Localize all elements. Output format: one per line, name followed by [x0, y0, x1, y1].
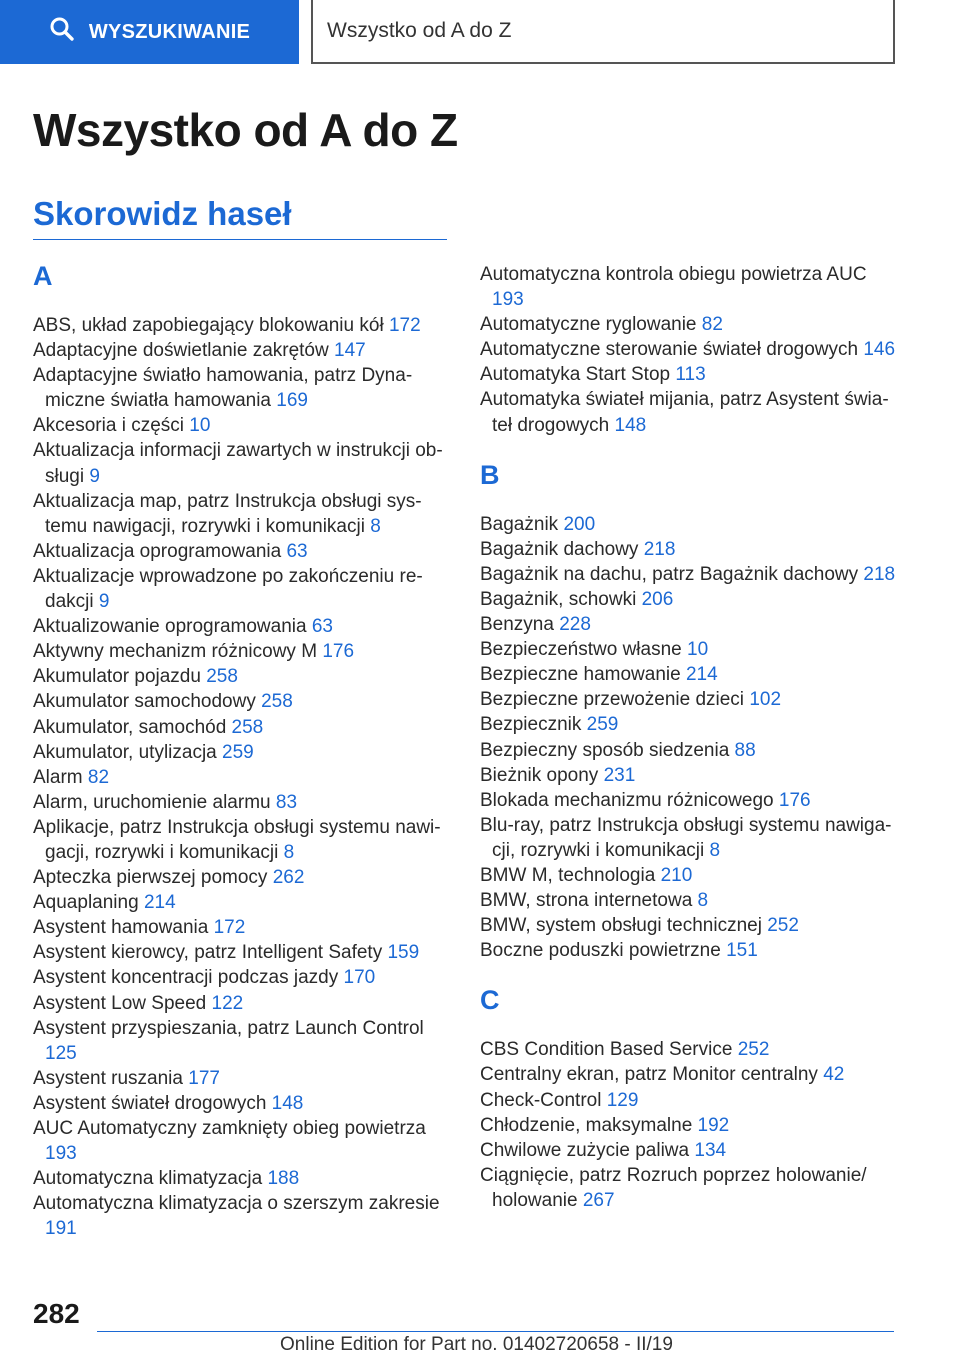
index-page-link[interactable]: 214	[143, 892, 176, 914]
index-page-link[interactable]: 193	[492, 289, 524, 311]
index-page-link[interactable]: 125	[45, 1042, 77, 1064]
index-entry	[33, 815, 447, 865]
index-page-link[interactable]: 177	[188, 1067, 220, 1089]
index-entry-text: Automatyczne sterowanie świateł drogowych	[480, 339, 859, 361]
index-entry-text: Adaptacyjne światło hamowania, patrz Dynamiczne światła hamowania	[33, 365, 413, 412]
index-entry-text: Chwilowe zużycie paliwa	[480, 1139, 690, 1161]
search-button-label: WYSZUKIWANIE	[88, 20, 251, 43]
index-page-link[interactable]: 258	[206, 666, 238, 688]
index-entry-text: CBS Condition Based Service	[480, 1039, 733, 1061]
index-page-link[interactable]: 188	[267, 1168, 300, 1190]
index-entry	[33, 715, 447, 740]
index-page-link[interactable]: 192	[697, 1114, 730, 1136]
index-entry-text: Benzyna	[480, 614, 554, 636]
index-entry-text: ABS, układ zapobiegający blokowaniu kół	[33, 315, 384, 336]
index-letter-a: A	[33, 261, 53, 291]
index-entry-text: Akumulator, utylizacja	[33, 741, 217, 763]
index-page-link[interactable]: 191	[45, 1218, 77, 1240]
index-page-link[interactable]: 88	[734, 739, 756, 761]
index-entry	[33, 1066, 447, 1091]
index-column-left	[33, 262, 447, 1241]
index-entry	[480, 362, 900, 387]
index-entry	[480, 262, 900, 312]
index-page-link[interactable]: 252	[767, 915, 799, 937]
index-page-link[interactable]: 9	[98, 591, 110, 613]
index-letter-c: C	[480, 985, 500, 1016]
index-entry	[33, 313, 447, 338]
index-page-link[interactable]: 200	[563, 513, 596, 535]
index-entry	[33, 765, 447, 790]
index-page-link[interactable]: 102	[749, 689, 782, 711]
index-page-link[interactable]: 63	[311, 616, 333, 638]
index-entry	[480, 863, 900, 888]
index-page-link[interactable]: 151	[726, 940, 758, 962]
top-bar	[0, 0, 960, 66]
index-entry	[480, 587, 900, 612]
index-entry	[33, 664, 447, 689]
index-page-link[interactable]: 258	[231, 716, 264, 738]
index-entry	[480, 1138, 900, 1163]
index-entry	[480, 1113, 900, 1138]
index-page-link[interactable]: 113	[675, 364, 706, 386]
index-entry-text: Bezpieczne hamowanie	[480, 664, 681, 686]
index-page-link[interactable]: 170	[343, 967, 376, 989]
index-entry-text: Asystent Low Speed	[33, 992, 207, 1014]
index-entry-text: Bagażnik, schowki	[480, 588, 637, 610]
index-page-link[interactable]: 134	[694, 1139, 727, 1161]
index-entry-text: Automatyczne ryglowanie	[480, 314, 697, 336]
index-entry-text: Akcesoria i części	[33, 415, 184, 437]
index-entry	[480, 738, 900, 763]
index-entry-text: Centralny ekran, patrz Monitor centralny	[480, 1064, 818, 1086]
index-entry	[33, 1016, 447, 1066]
index-entry-text: Aktualizowanie oprogramowania	[33, 616, 307, 638]
index-entry-text: Bezpieczeństwo własne	[480, 639, 682, 661]
index-entry	[480, 637, 900, 662]
index-page-link[interactable]: 8	[370, 515, 381, 537]
index-page-link[interactable]: 8	[283, 841, 295, 863]
index-entry-text: Ciągnięcie, patrz Rozruch poprzez holowanie/ holowanie	[480, 1164, 867, 1211]
index-entry-text: Bezpieczny sposób siedzenia	[480, 739, 730, 761]
index-page-link[interactable]: 267	[582, 1189, 615, 1211]
section-divider	[33, 239, 447, 240]
index-entry	[480, 612, 900, 637]
search-button[interactable]	[0, 0, 299, 64]
index-entry-text: Aktualizacje wprowadzone po zakończeniu redakcji	[33, 565, 423, 613]
index-page-link[interactable]: 231	[603, 764, 636, 786]
page-number: 282	[33, 1298, 80, 1329]
index-page-link[interactable]: 82	[701, 314, 723, 336]
index-page-link[interactable]: 122	[211, 992, 244, 1014]
index-page-link[interactable]: 129	[606, 1089, 639, 1111]
index-entry	[480, 687, 900, 712]
index-entry	[33, 1116, 447, 1166]
index-page-link[interactable]: 147	[334, 340, 366, 362]
index-entry-text: Akumulator, samochód	[33, 716, 227, 738]
index-entry	[33, 363, 447, 413]
index-entry	[480, 537, 900, 562]
index-entry-text: Boczne poduszki powietrzne	[480, 940, 721, 962]
index-page-link[interactable]: 262	[272, 867, 305, 889]
index-entry	[33, 940, 447, 965]
index-entry	[33, 539, 447, 564]
index-entry-text: Bieżnik opony	[480, 764, 599, 786]
index-page-link[interactable]: 210	[660, 864, 693, 886]
index-entry-text: AUC Automatyczny zamknięty obieg powietrza	[33, 1118, 426, 1139]
index-page-link[interactable]: 218	[643, 538, 676, 560]
index-entry-text: Bezpieczne przewożenie dzieci	[480, 689, 745, 711]
index-page-link[interactable]: 9	[89, 465, 100, 487]
index-entry-text: Alarm	[33, 766, 83, 788]
search-icon	[49, 16, 75, 48]
index-entry-text: Aquaplaning	[33, 892, 139, 914]
index-entry-text: Aktualizacja oprogramowania	[33, 540, 282, 562]
index-entry-text: Akumulator pojazdu	[33, 666, 201, 688]
index-entry-text: Chłodzenie, maksymalne	[480, 1114, 693, 1136]
index-page-link[interactable]: 172	[213, 917, 246, 939]
index-entry-text: Bagażnik dachowy	[480, 538, 639, 560]
index-entry	[480, 712, 900, 737]
breadcrumb[interactable]	[311, 0, 895, 64]
index-entry	[480, 1088, 900, 1113]
index-entry-text: BMW, strona internetowa	[480, 890, 693, 912]
index-letter-b: B	[480, 459, 500, 490]
index-entry	[480, 1163, 900, 1213]
index-entry	[480, 662, 900, 687]
index-entry	[33, 338, 447, 363]
index-entry	[480, 938, 900, 963]
index-entry-text: Aktualizacja map, patrz Instrukcja obsługi systemu nawigacji, rozrywki i komunikacji	[33, 490, 422, 537]
index-entry-text: Alarm, uruchomienie alarmu	[33, 791, 271, 813]
index-page-link[interactable]: 10	[687, 639, 709, 661]
index-page-link[interactable]: 8	[697, 890, 709, 912]
index-entry	[480, 312, 900, 337]
index-entry	[480, 763, 900, 788]
index-entry-text: Automatyka Start Stop	[480, 364, 671, 386]
index-page-link[interactable]: 10	[189, 415, 211, 437]
section-title: Skorowidz haseł	[33, 195, 292, 232]
index-entry	[33, 790, 447, 815]
index-page-link[interactable]: 148	[614, 414, 647, 436]
index-entry	[33, 991, 447, 1016]
index-entry-text: Aktywny mechanizm różnicowy M	[33, 641, 318, 663]
index-page-link[interactable]: 176	[778, 789, 811, 811]
index-entry	[480, 913, 900, 938]
index-page-link[interactable]: 42	[823, 1064, 845, 1086]
index-page-link[interactable]: 169	[276, 390, 308, 412]
index-entry-text: Bagażnik	[480, 513, 559, 535]
breadcrumb-label: Wszystko od A do Z	[327, 19, 512, 42]
index-entry	[33, 1091, 447, 1116]
index-entry	[480, 512, 900, 537]
index-entry	[33, 614, 447, 639]
index-page-link[interactable]: 259	[586, 714, 619, 736]
index-entry	[33, 639, 447, 664]
index-entry	[33, 413, 447, 438]
index-entry-text: BMW, system obsługi technicznej	[480, 915, 762, 937]
index-page-link[interactable]: 193	[45, 1143, 77, 1165]
index-entry	[33, 438, 447, 488]
index-entry-text: Asystent kierowcy, patrz Intelligent Safety	[33, 942, 383, 964]
index-entry-text: Asystent ruszania	[33, 1067, 183, 1089]
index-entry-text: Asystent koncentracji podczas jazdy	[33, 967, 339, 989]
index-entry-text: Aktualizacja informacji zawartych w instrukcji obsługi	[33, 440, 443, 487]
index-entry-text: Bagażnik na dachu, patrz Bagażnik dachowy	[480, 563, 859, 585]
footer-divider	[97, 1331, 894, 1332]
index-entry	[480, 387, 900, 437]
index-page-link[interactable]: 218	[863, 563, 896, 585]
index-entry-text: Adaptacyjne doświetlanie zakrętów	[33, 340, 329, 362]
index-entry-text: Asystent przyspieszania, patrz Launch Control	[33, 1017, 424, 1039]
index-page-link[interactable]: 83	[275, 791, 298, 813]
index-page-link[interactable]: 258	[261, 691, 293, 713]
index-page-link[interactable]: 252	[737, 1039, 770, 1061]
index-entry	[33, 689, 447, 714]
index-page-link[interactable]: 8	[709, 839, 721, 861]
index-page-link[interactable]: 63	[286, 540, 308, 562]
index-entry-text: Automatyczna klimatyzacja o szerszym zakresie	[33, 1193, 440, 1215]
index-entry	[480, 1062, 900, 1087]
index-page-link[interactable]: 259	[222, 741, 254, 763]
index-entry-text: Automatyczna klimatyzacja	[33, 1168, 263, 1190]
index-entry-text: Apteczka pierwszej pomocy	[33, 867, 268, 889]
index-entry-text: Bezpiecznik	[480, 714, 582, 736]
index-entry	[480, 788, 900, 813]
index-page-link[interactable]: 82	[87, 766, 110, 788]
index-entry	[480, 888, 900, 913]
index-entry	[33, 890, 447, 915]
index-page-link[interactable]: 228	[559, 614, 591, 636]
index-page-link[interactable]: 148	[271, 1092, 304, 1114]
index-entry-text: Blokada mechanizmu różnicowego	[480, 789, 774, 811]
index-entry	[33, 564, 447, 614]
index-entry-text: Automatyczna kontrola obiegu powietrza AUC	[480, 264, 867, 285]
index-entry	[33, 1191, 447, 1241]
index-entry-text: Aplikacje, patrz Instrukcja obsługi systemu nawigacji, rozrywki i komunikacji	[33, 816, 441, 863]
index-page-link[interactable]: 159	[387, 942, 420, 964]
index-entry	[33, 489, 447, 539]
index-entry	[480, 813, 900, 863]
index-entry-text: Automatyka świateł mijania, patrz Asystent świateł drogowych	[480, 389, 889, 436]
index-entry	[33, 740, 447, 765]
index-column-right	[480, 262, 900, 1213]
index-entry	[480, 1037, 900, 1062]
index-entry	[480, 337, 900, 362]
footer-edition: Online Edition for Part no. 01402720658 - II/19	[280, 1334, 673, 1355]
index-entry-text: Blu-ray, patrz Instrukcja obsługi systemu nawigacji, rozrywki i komunikacji	[480, 814, 892, 861]
index-entry	[33, 865, 447, 890]
index-page-link[interactable]: 172	[388, 315, 421, 336]
index-page-link[interactable]: 206	[641, 588, 674, 610]
index-entry-text: Akumulator samochodowy	[33, 691, 256, 713]
index-entry-text: Asystent świateł drogowych	[33, 1092, 267, 1114]
index-page-link[interactable]: 176	[322, 641, 355, 663]
index-entry	[33, 965, 447, 990]
index-entry	[33, 915, 447, 940]
index-entry	[480, 562, 900, 587]
index-entry-text: BMW M, technologia	[480, 864, 656, 886]
page-title: Wszystko od A do Z	[33, 104, 458, 156]
index-page-link[interactable]: 214	[685, 664, 718, 686]
index-entry-text: Asystent hamowania	[33, 917, 209, 939]
index-entry	[33, 1166, 447, 1191]
index-page-link[interactable]: 146	[863, 339, 896, 361]
index-entry-text: Check-Control	[480, 1089, 602, 1111]
